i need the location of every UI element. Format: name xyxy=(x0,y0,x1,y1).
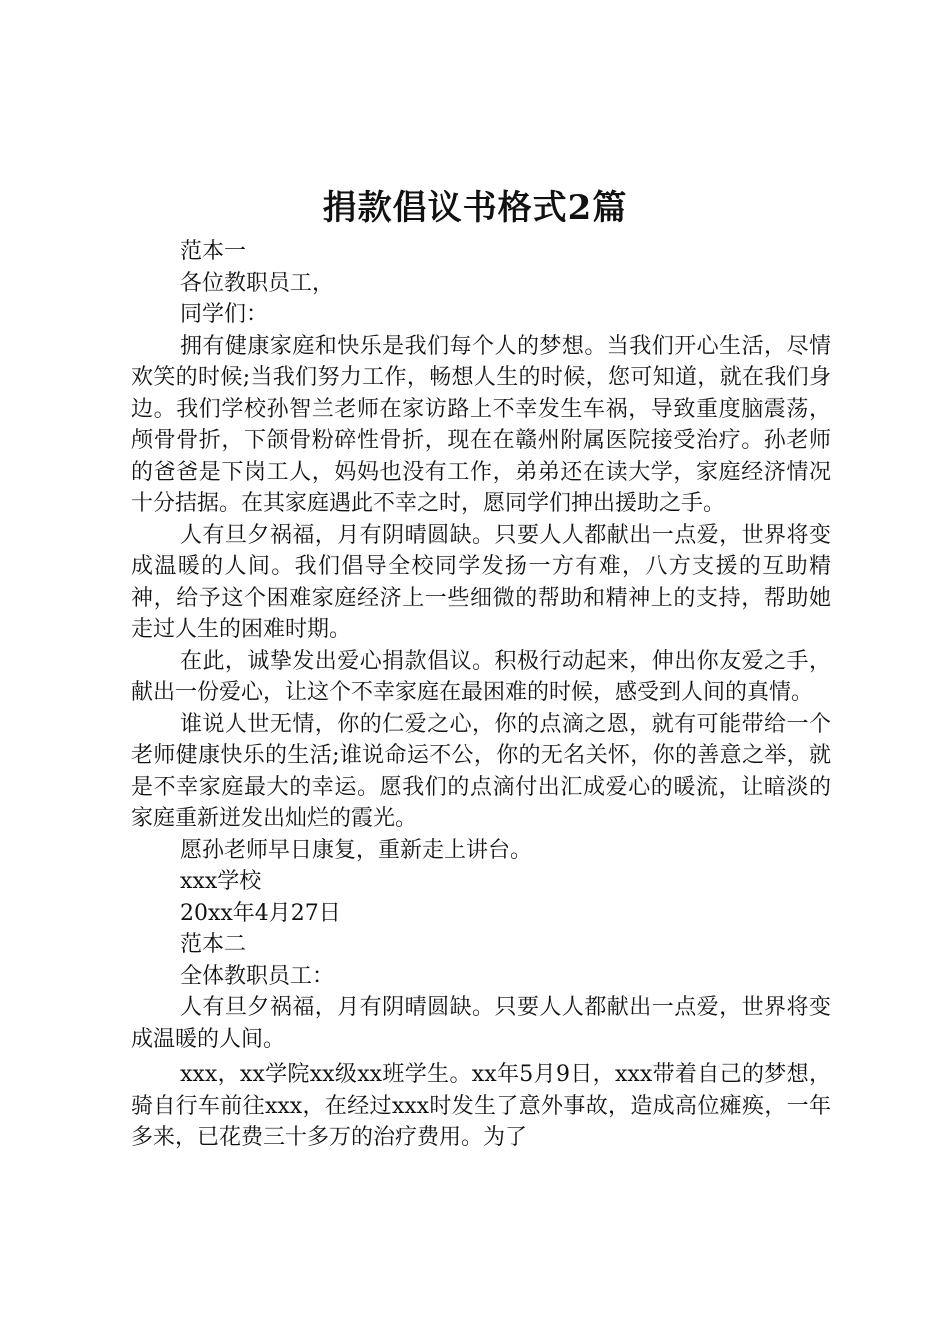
body-paragraph: 人有旦夕祸福，月有阴晴圆缺。只要人人都献出一点爱，世界将变成温暖的人间。 xyxy=(131,995,831,1052)
document-title: 捐款倡议书格式2篇 xyxy=(322,188,628,228)
signature-date: 20xx年4月27日 xyxy=(180,900,341,926)
document-body xyxy=(131,236,831,1154)
body-paragraph: 在此，诚挚发出爱心捐款倡议。积极行动起来，伸出你友爱之手，献出一份爱心，让这个不幸家庭在最困难的时候，感受到人间的真情。 xyxy=(131,648,831,705)
salutation-students: 同学们： xyxy=(180,302,269,327)
closing-wish: 愿孙老师早日康复，重新走上讲台。 xyxy=(180,837,533,863)
salutation-staff: 各位教职员工， xyxy=(180,270,335,296)
body-paragraph: 谁说人世无情，你的仁爱之心，你的点滴之恩，就有可能带给一个老师健康快乐的生活;谁说命运不公，你的无名关怀，你的善意之举，就是不幸家庭最大的幸运。愿我们的点滴付出汇成爱心的暖流，让暗淡的家庭重新迸发出灿烂的霞光。 xyxy=(131,711,831,831)
section-label-1: 范本一 xyxy=(180,239,247,264)
salutation-all-staff: 全体教职员工： xyxy=(180,963,335,989)
body-paragraph: xxx，xx学院xx级xx班学生。xx年5月9日，xxx带着自己的梦想，骑自行车前往xxx，在经过xxx时发生了意外事故，造成高位瘫痪，一年多来，已花费三十多万的治疗费用。为了 xyxy=(131,1062,831,1150)
signature-school: xxx学校 xyxy=(180,869,262,894)
body-paragraph: 人有旦夕祸福，月有阴晴圆缺。只要人人都献出一点爱，世界将变成温暖的人间。我们倡导全校同学发扬一方有难，八方支援的互助精神，给予这个困难家庭经济上一些细微的帮助和精神上的支持，帮助她走过人生的困难时期。 xyxy=(131,522,831,642)
section-label-2: 范本二 xyxy=(180,932,247,957)
body-paragraph: 拥有健康家庭和快乐是我们每个人的梦想。当我们开心生活，尽情欢笑的时候;当我们努力工作，畅想人生的时候，您可知道，就在我们身边。我们学校孙智兰老师在家访路上不幸发生车祸，导致重度脑震荡，颅骨骨折，下颌骨粉碎性骨折，现在在赣州附属医院接受治疗。孙老师的爸爸是下岗工人，妈妈也没有工作，弟弟还在读大学，家庭经济情况十分拮据。在其家庭遇此不幸之时，愿同学们抻出援助之手。 xyxy=(131,333,831,516)
